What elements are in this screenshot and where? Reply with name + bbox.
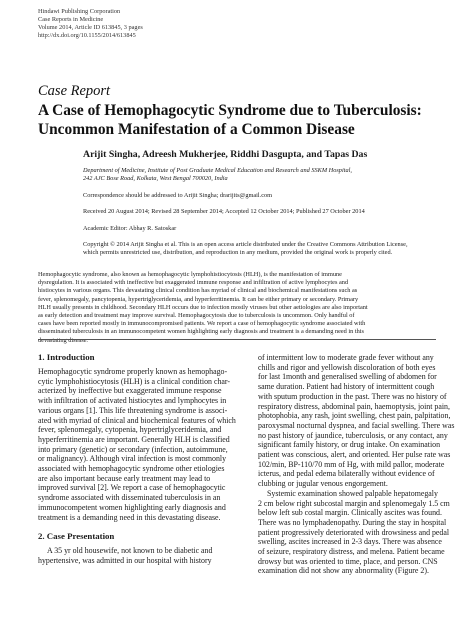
section-heading-case-presentation: 2. Case Presentation [38,531,115,542]
body-line-text: Systemic examination showed palpable hepatomegaly [267,488,438,498]
body-line: various organs [1]. This life threatening syndrome is associ- [38,405,228,415]
body-line: below left sub costal margin. Clinically ascites was found. [258,508,442,518]
section-heading-introduction: 1. Introduction [38,352,95,362]
body-line: patient was conscious, alert, and oriented. Her pulse rate was [258,450,451,460]
body-line: fever, splenomegaly, cytopenia, hypertriglyceridemia, and [38,425,222,435]
body-line: are also important because early treatment may lead to [38,473,211,483]
copyright-line: Copyright © 2014 Arijit Singha et al. This is an open access article distributed under the Creative Commons Attribution License, [83,241,408,248]
journal-meta-line: Hindawi Publishing Corporation [38,8,121,15]
journal-meta [38,8,438,40]
title-line: Uncommon Manifestation of a Common Disease [38,121,355,138]
affiliation [83,167,413,183]
body-line: of seizure, respiratory distress, and melena. Patient became [258,547,445,557]
body-line: There was no lymphadenopathy. During the stay in hospital [258,517,447,527]
copyright-line: which permits unrestricted use, distribution, and reproduction in any medium, provided the original work is properly cited. [83,249,393,257]
body-line [258,489,458,499]
publication-dates [83,208,413,216]
affiliation-line: Department of Medicine, Institute of Post Graduate Medical Education and Research and SSKM Hospital, [83,167,352,174]
body-line: swelling, ascites increased in 2-3 days. There was absence [258,537,442,547]
affiliation-line: 242 AJC Bose Road, Kolkata, West Bengal 700020, India [83,175,228,183]
body-line-text: A 35 yr old housewife, not known to be diabetic and [47,546,213,556]
body-line: of intermittent low to moderate grade fever without any [258,353,434,362]
abstract-line: as early detection and treatment may improve survival. Hemophagocytosis due to tuberculosis is uncommon. Only handful of [38,312,355,320]
journal-meta-line: Case Reports in Medicine [38,16,104,23]
doi-link[interactable]: http://dx.doi.org/10.1155/2014/613845 [38,32,136,39]
author-list: Arijit Singha, Adreesh Mukherjee, Riddhi Dasgupta, and Tapas Das [83,149,368,160]
abstract-line: cases have been reported mostly in immunocompromised patients. We report a case of hemophagocytic syndrome associated with [38,320,366,328]
body-line: examination did not show any abnormality (Figure 2). [258,566,429,576]
body-line: syndrome associated with disseminated tuberculosis in an [38,493,221,503]
abstract-line: HLH usually presents in childhood. Secondary HLH occurs due to infection mostly viruses but other aetiologies are also important [38,303,368,311]
abstract-line: disseminated tuberculosis in an immunocompetent women highlighting early diagnosis and treatment is a demanding need in this [38,328,364,336]
body-line: acterized by ineffective but exaggerated immune response [38,386,222,396]
body-line: 102/min, BP-110/70 mm of Hg, with mild pallor, moderate [258,459,445,469]
body-line: drowsy but was oriented to time, place, and person. CNS [258,556,438,566]
abstract-line: histiocytes in various organs. This devastating clinical condition has myriad of clinical and biochemical manifestations such as [38,287,358,295]
abstract [38,271,438,345]
editor-text: Academic Editor: Abhay R. Satoskar [83,225,177,232]
abstract-line: Hemophagocytic syndrome, also known as hemophagocytic lymphohistiocytosis (HLH), is the manifestation of immune [38,271,342,278]
correspondence [83,192,413,200]
body-line: patient progressively deteriorated with drowsiness and pedal [258,527,450,537]
body-line: significant family history, or drug intake. On examination [258,440,441,450]
correspondence-text: Correspondence should be addressed to Arijit Singha; drarijits@gmail.com [83,192,273,199]
body-line: with sputum production in the past. There was no history of [258,391,447,401]
abstract-line: dysregulation. It is associated with ineffective but exaggerated immune response and infiltration of active lymphocytes and [38,279,349,287]
body-line: no past history of jaundice, tuberculosis, or any contact, any [258,430,448,440]
right-column [258,353,458,576]
section-divider [38,339,436,340]
title-line: A Case of Hemophagocytic Syndrome due to Tuberculosis: [38,102,422,119]
body-line: or malignancy). Although viral infection is most commonly [38,454,227,464]
body-line [38,546,238,556]
body-line: improved survival [2]. We report a case of hemophagocytic [38,483,226,493]
body-line: associated with hemophagocytic syndrome other etiologies [38,464,225,474]
article-title [38,101,438,139]
left-column [38,352,238,566]
academic-editor [83,225,413,233]
body-line: photophobia, any rash, joint swelling, chest pain, palpitation, [258,411,451,421]
body-line: icterus, and pedal edema bilaterally without evidence of [258,469,435,479]
spacer [38,522,238,531]
body-line: treatment is a demanding need in this devastating disease. [38,512,221,522]
body-line: hyperferritinemia are important. Generally HLH is classified [38,434,230,444]
body-line: for last 1month and generalised swelling of abdomen for [258,372,437,382]
body-line: with infiltration of activated histiocytes and lymphocytes in [38,396,227,406]
body-line: cytic lymphohistiocytosis (HLH) is a clinical condition char- [38,376,231,386]
body-line: same duration. Patient had history of intermittent cough [258,382,435,392]
body-line: ated with myriad of clinical and biochemical features of which [38,415,236,425]
copyright-notice [83,241,413,257]
body-line: 2 cm below right subcostal margin and splenomegaly 1.5 cm [258,498,450,508]
body-line: immunocompetent women highlighting early diagnosis and [38,502,226,512]
body-line: clubbing or jugular venous engorgement. [258,479,388,489]
body-line: respiratory distress, abdominal pain, haemoptysis, joint pain, [258,401,450,411]
abstract-line: devastating disease. [38,336,89,344]
article-type: Case Report [38,83,111,99]
dates-text: Received 20 August 2014; Revised 28 September 2014; Accepted 12 October 2014; Published 27 October 2014 [83,208,365,215]
body-line: paroxysmal nocturnal dyspnea, and facial swelling. There was [258,420,455,430]
body-line: chills and rigor and yellowish discoloration of both eyes [258,362,436,372]
body-line: Hemophagocytic syndrome properly known as hemophago- [38,367,228,376]
journal-meta-line: Volume 2014, Article ID 613845, 3 pages [38,24,143,31]
body-line: hypertensive, was admitted in our hospital with history [38,555,212,565]
abstract-line: fever, splenomegaly, pancytopenia, hypertriglyceridemia, and hyperferritinemia. It can be either primary or secondary. Primary [38,295,359,303]
body-line: into primary (genetic) or secondary (infection, autoimmune, [38,444,228,454]
